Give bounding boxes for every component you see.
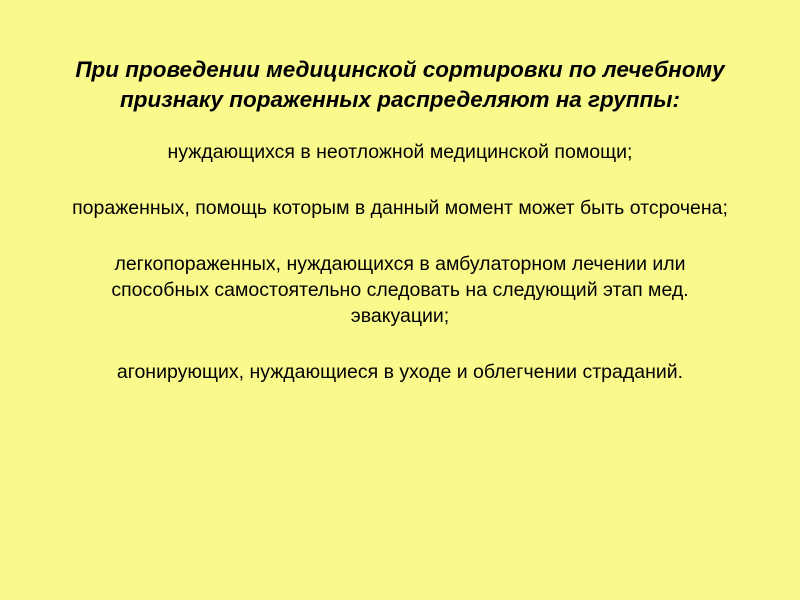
list-item: агонирующих, нуждающиеся в уходе и облегчении страданий. xyxy=(116,360,684,383)
list-item: пораженных, помощь которым в данный момент может быть отсрочена; xyxy=(72,197,728,220)
list-item: нуждающихся в неотложной медицинской помощи; xyxy=(167,141,633,164)
list-item: легкопораженных, нуждающихся в амбулаторном лечении или способных самостоятельно следовать на следующий этап мед. эвакуации; xyxy=(111,253,689,328)
page-title: При проведении медицинской сортировки по лечебному признаку пораженных распределяют на группы: xyxy=(75,57,725,112)
